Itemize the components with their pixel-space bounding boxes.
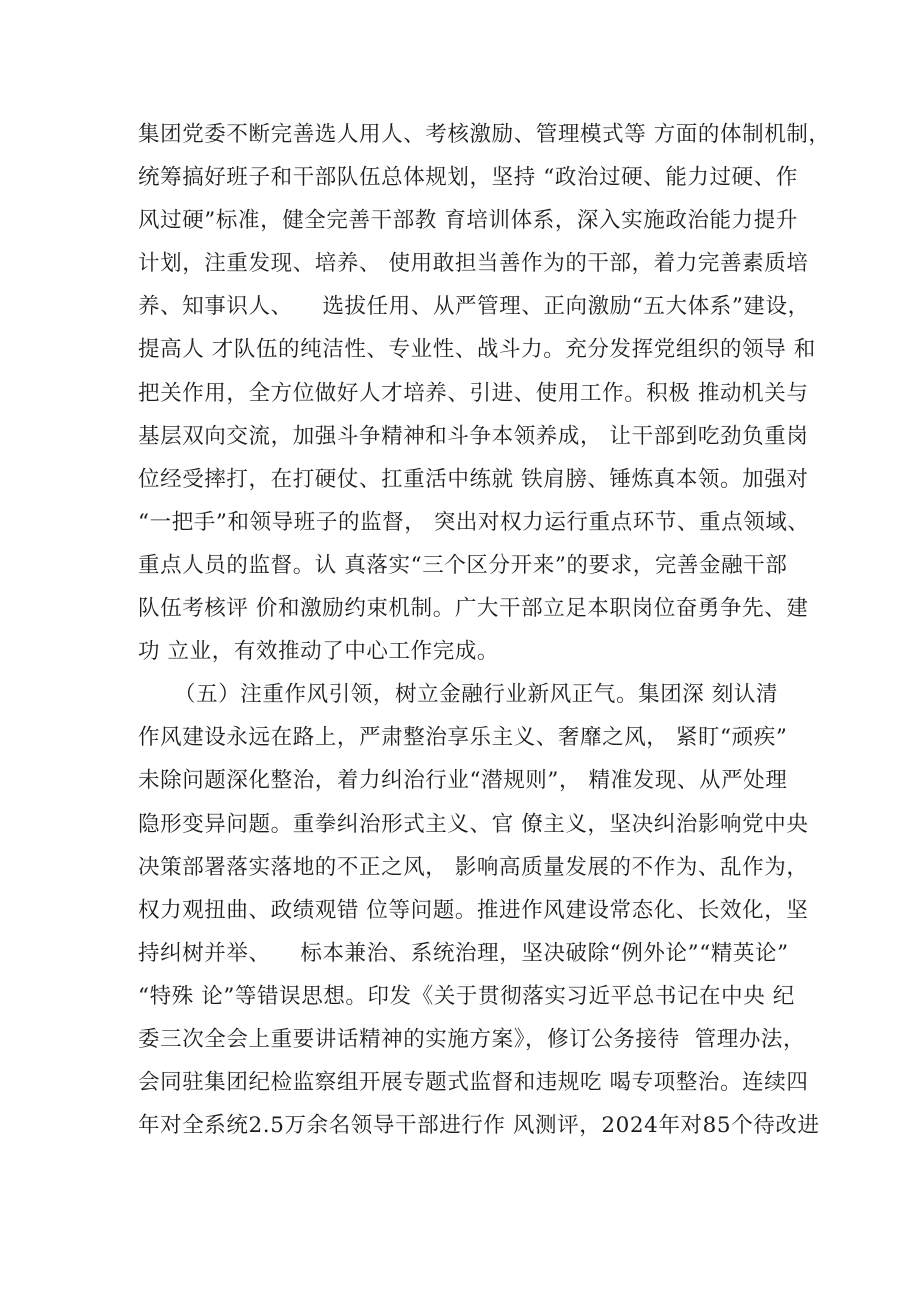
text-line: 委三次全会上重要讲话精神的实施方案》，修订公务接待 管理办法， [138,1026,806,1052]
section-heading-line: （五）注重作风引领，树立金融行业新风正气。集团深 刻认清 [174,682,779,708]
text-line: 重点人员的监督。认 真落实“三个区分开来”的要求，完善金融干部 [138,552,788,578]
text-line: 作风建设永远在路上，严肃整治享乐主义、奢靡之风， 紧盯“顽疾” [138,725,788,751]
text-line: 持纠树并举、 标本兼治、系统治理，坚决破除“例外论”“精英论” [138,940,789,966]
text-line: “一把手”和领导班子的监督， 突出对权力运行重点环节、重点领域、 [138,509,810,535]
text-line: 养、知事识人、 选拔任用、从严管理、正向激励“五大体系”建设， [138,294,810,320]
text-line: 功 立业，有效推动了中心工作完成。 [138,639,500,665]
text-line: 位经受摔打，在打硬仗、扛重活中练就 铁肩膀、锤炼真本领。加强对 [138,466,809,492]
text-line: 队伍考核评 价和激励约束机制。广大干部立足本职岗位奋勇争先、建 [138,596,809,622]
text-line: 计划，注重发现、培养、 使用敢担当善作为的干部，着力完善素质培 [138,251,809,277]
text-line: 会同驻集团纪检监察组开展专题式监督和违规吃 喝专项整治。连续四 [138,1070,809,1096]
text-line: 统筹搞好班子和干部队伍总体规划，坚持 “政治过硬、能力过硬、作 [138,165,798,191]
text-line: 提高人 才队伍的纯洁性、专业性、战斗力。充分发挥党组织的领导 和 [138,337,816,363]
text-line: 把关作用，全方位做好人才培养、引进、使用工作。积极 推动机关与 [138,380,809,406]
text-line: 基层双向交流，加强斗争精神和斗争本领养成， 让干部到吃劲负重岗 [138,423,809,449]
text-line: 集团党委不断完善选人用人、考核激励、管理模式等 方面的体制机制， [138,122,831,147]
text-line: 决策部署落实落地的不正之风， 影响高质量发展的不作为、乱作为， [138,854,809,880]
text-line: 隐形变异问题。重拳纠治形式主义、官 僚主义，坚决纠治影响党中央 [138,811,809,837]
text-line: 未除问题深化整治，着力纠治行业“潜规则”， 精准发现、从严处理 [138,768,788,794]
text-line: “特殊 论”等错误思想。印发《关于贯彻落实习近平总书记在中央 纪 [138,983,795,1009]
body-text [138,113,831,1147]
text-line: 风过硬”标准，健全完善干部教 育培训体系，深入实施政治能力提升 [138,208,798,234]
text-line: 权力观扭曲、政绩观错 位等问题。推进作风建设常态化、长效化，坚 [138,897,809,923]
text-line: 年对全系统2.5万余名领导干部进行作 风测评，2024年对85个待改进 [138,1113,820,1139]
